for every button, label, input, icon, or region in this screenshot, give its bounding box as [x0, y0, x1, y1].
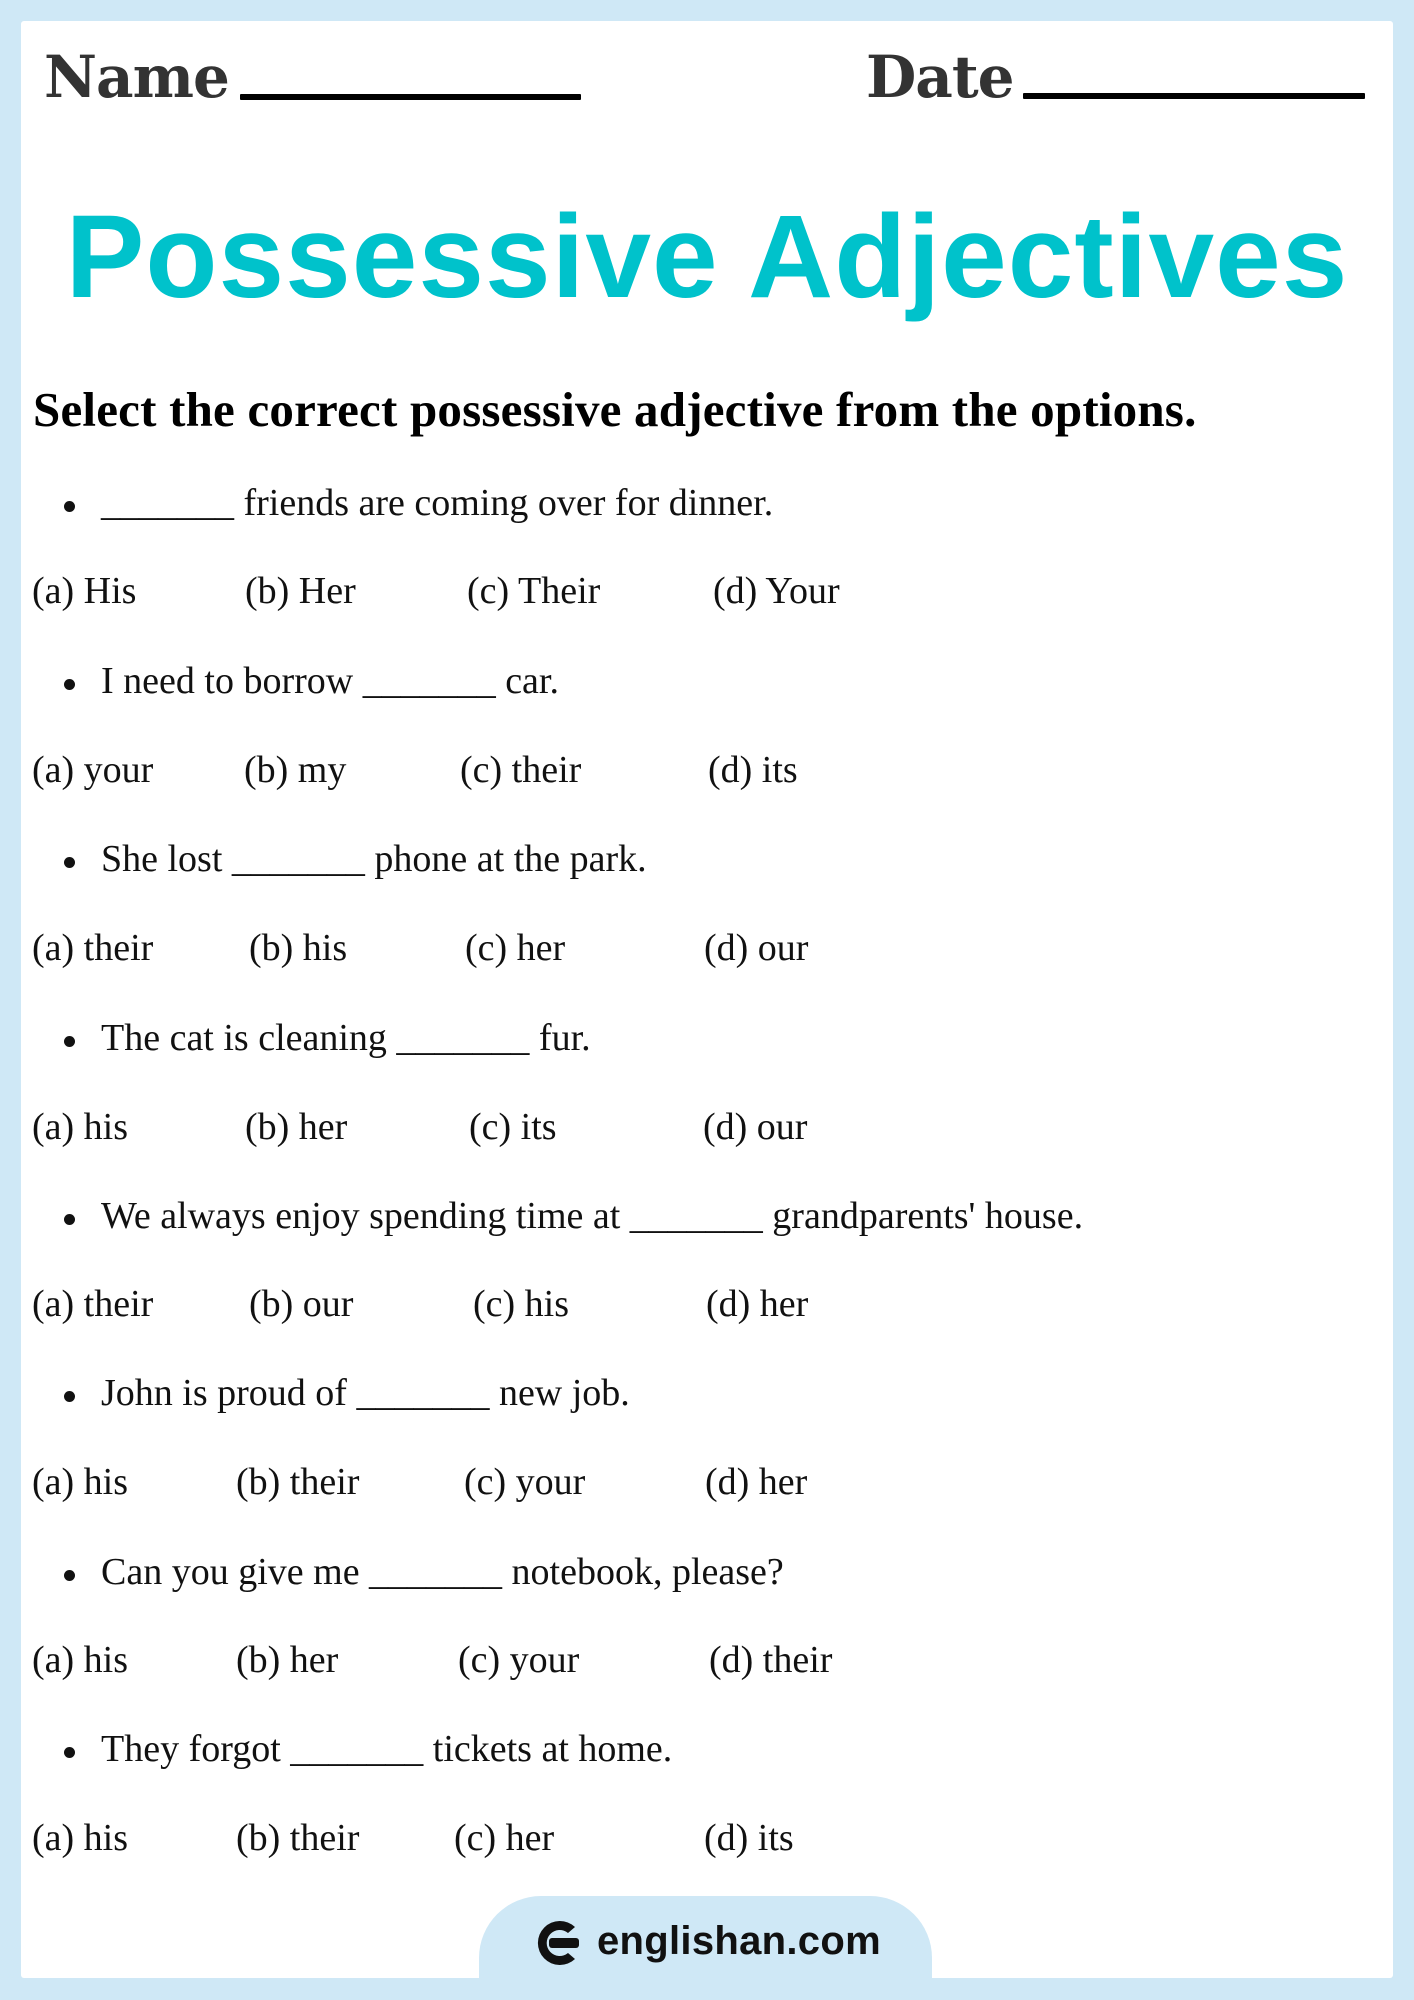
option-b[interactable]: (b) Her [245, 570, 356, 612]
bullet-icon [64, 679, 75, 690]
option-d[interactable]: (d) its [704, 1817, 794, 1859]
option-b[interactable]: (b) his [249, 927, 348, 969]
option-a[interactable]: (a) his [32, 1461, 129, 1503]
option-d[interactable]: (d) our [704, 927, 809, 969]
question-text: Can you give me _______ notebook, please? [101, 1551, 784, 1593]
bullet-icon [64, 1570, 75, 1581]
option-c[interactable]: (c) your [458, 1639, 580, 1681]
bullet-icon [64, 1036, 75, 1047]
option-b[interactable]: (b) their [236, 1817, 360, 1859]
option-d[interactable]: (d) Your [713, 570, 840, 612]
option-a[interactable]: (a) their [32, 927, 154, 969]
question-text: They forgot _______ tickets at home. [101, 1728, 673, 1770]
bullet-icon [64, 1747, 75, 1758]
option-d[interactable]: (d) her [705, 1461, 808, 1503]
option-d[interactable]: (d) their [709, 1639, 833, 1681]
option-a[interactable]: (a) his [32, 1639, 129, 1681]
date-label: Date [866, 43, 1014, 111]
question-text: We always enjoy spending time at _______ grandparents' house. [101, 1195, 1084, 1237]
option-a[interactable]: (a) His [32, 570, 137, 612]
option-c[interactable]: (c) their [460, 749, 582, 791]
option-c[interactable]: (c) her [465, 927, 566, 969]
option-c[interactable]: (c) Their [467, 570, 601, 612]
option-d[interactable]: (d) our [703, 1106, 808, 1148]
page-title: Possessive Adjectives [65, 191, 1349, 323]
option-a[interactable]: (a) his [32, 1817, 129, 1859]
option-a[interactable]: (a) his [32, 1106, 129, 1148]
option-b[interactable]: (b) her [245, 1106, 348, 1148]
question-text: She lost _______ phone at the park. [101, 838, 647, 880]
question-text: The cat is cleaning _______ fur. [101, 1017, 591, 1059]
option-b[interactable]: (b) their [236, 1461, 360, 1503]
bullet-icon [64, 1391, 75, 1402]
option-d[interactable]: (d) its [708, 749, 798, 791]
englishan-logo-icon [531, 1918, 581, 1968]
date-blank-line[interactable] [1023, 93, 1365, 99]
option-a[interactable]: (a) their [32, 1283, 154, 1325]
bullet-icon [64, 501, 75, 512]
bullet-icon [64, 857, 75, 868]
footer-brand-text[interactable]: englishan.com [597, 1919, 881, 1963]
name-blank-line[interactable] [240, 94, 581, 100]
instruction-text: Select the correct possessive adjective from the options. [33, 382, 1197, 437]
option-c[interactable]: (c) your [464, 1461, 586, 1503]
option-d[interactable]: (d) her [706, 1283, 809, 1325]
question-text: I need to borrow _______ car. [101, 660, 559, 702]
question-text: _______ friends are coming over for dinner. [101, 482, 774, 524]
option-b[interactable]: (b) our [249, 1283, 354, 1325]
question-text: John is proud of _______ new job. [101, 1372, 630, 1414]
option-c[interactable]: (c) her [454, 1817, 555, 1859]
option-b[interactable]: (b) her [236, 1639, 339, 1681]
bullet-icon [64, 1214, 75, 1225]
footer-brand-pill[interactable] [479, 1896, 932, 2000]
option-b[interactable]: (b) my [244, 749, 347, 791]
option-a[interactable]: (a) your [32, 749, 154, 791]
name-label: Name [44, 43, 229, 111]
option-c[interactable]: (c) his [473, 1283, 570, 1325]
option-c[interactable]: (c) its [469, 1106, 557, 1148]
